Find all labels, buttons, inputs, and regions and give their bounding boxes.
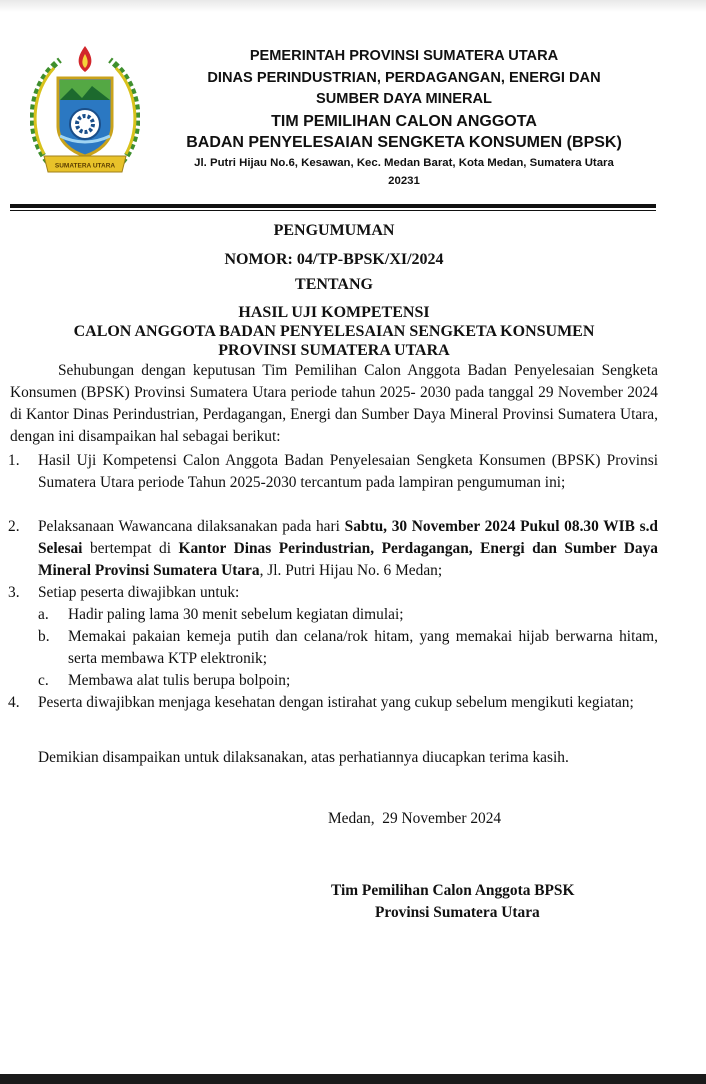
sub-item-letter: a. [38, 606, 49, 623]
sub-item-text: Memakai pakaian kemeja putih dan celana/rok hitam, yang memakai hijab berwarna hitam, serta membawa KTP elektronik; [68, 628, 658, 667]
logo-banner-text: SUMATERA UTARA [54, 162, 116, 170]
letterhead-line3: SUMBER DAYA MINERAL [316, 91, 492, 107]
subject-line1: HASIL UJI KOMPETENSI [238, 304, 430, 321]
list-item-text: Peserta diwajibkan menjaga kesehatan dengan istirahat yang cukup sebelum mengikuti kegiatan; [38, 694, 634, 711]
signatory-line1: Tim Pemilihan Calon Anggota BPSK [331, 882, 575, 899]
letterhead-postal-code: 20231 [388, 174, 420, 187]
top-shadow [0, 0, 706, 12]
announcement-number: NOMOR: 04/TP-BPSK/XI/2024 [224, 251, 444, 268]
list-number: 3. [8, 584, 20, 601]
sub-item-text: Membawa alat tulis berupa bolpoin; [68, 672, 291, 689]
signatory-line2: Provinsi Sumatera Utara [375, 904, 540, 921]
letterhead-rule-thick [10, 204, 656, 208]
letterhead-line1: PEMERINTAH PROVINSI SUMATERA UTARA [249, 48, 559, 64]
letterhead-line2: DINAS PERINDUSTRIAN, PERDAGANGAN, ENERGI DAN [207, 69, 601, 86]
letterhead-line5: BADAN PENYELESAIAN SENGKETA KONSUMEN (BPSK) [186, 134, 622, 151]
list-item-text [38, 516, 658, 582]
item2-text-a: Pelaksanaan Wawancana dilaksanakan pada hari [38, 518, 345, 535]
intro-paragraph: Sehubungan dengan keputusan Tim Pemilihan Calon Anggota Badan Penyelesaian Sengketa Konsumen (BPSK) Provinsi Sumatera Utara periode tahun 2025- 2030 pada tanggal 29 November 2024 di Kantor Dinas Perindustrian, Perdagangan, Energi dan Sumber Daya Mineral Provinsi Sumatera Utara, dengan ini disampaikan hal sebagai berikut: [10, 362, 658, 445]
item2-schedule: Sabtu, 30 November 2024 Pukul 08.30 WIB s.d Selesai [38, 518, 658, 557]
subject-line2: CALON ANGGOTA BADAN PENYELESAIAN SENGKETA KONSUMEN [73, 323, 595, 340]
list-item-text: Hasil Uji Kompetensi Calon Anggota Badan Penyelesaian Sengketa Konsumen (BPSK) Provinsi Sumatera Utara periode Tahun 2025-2030 tercantum pada lampiran pengumuman ini; [38, 452, 658, 491]
item2-text-e: , Jl. Putri Hijau No. 6 Medan; [259, 562, 443, 579]
closing-paragraph: Demikian disampaikan untuk dilaksanakan, atas perhatiannya diucapkan terima kasih. [38, 749, 569, 766]
provincial-emblem-logo [30, 44, 140, 182]
bottom-bar [0, 1074, 706, 1084]
item2-text-c: bertempat di [82, 540, 179, 557]
list-number: 1. [8, 452, 20, 469]
announcement-about: TENTANG [295, 276, 373, 293]
sub-item-text: Hadir paling lama 30 menit sebelum kegiatan dimulai; [68, 606, 404, 623]
place-date: Medan, 29 November 2024 [328, 810, 502, 827]
subject-line3: PROVINSI SUMATERA UTARA [218, 342, 450, 359]
announcement-title: PENGUMUMAN [273, 222, 395, 239]
letterhead [150, 46, 658, 190]
list-number: 4. [8, 694, 20, 711]
item2-venue: Kantor Dinas Perindustrian, Perdagangan, Energi dan Sumber Daya Mineral Provinsi Sumatera Utara [38, 540, 659, 579]
letterhead-line4: TIM PEMILIHAN CALON ANGGOTA [271, 112, 537, 130]
sub-item-letter: c. [38, 672, 49, 689]
letterhead-address: Jl. Putri Hijau No.6, Kesawan, Kec. Medan Barat, Kota Medan, Sumatera Utara [194, 156, 614, 169]
list-item-text: Setiap peserta diwajibkan untuk: [38, 584, 240, 601]
letterhead-rule-thin [10, 210, 656, 211]
list-number: 2. [8, 518, 20, 535]
sub-item-letter: b. [38, 628, 50, 645]
